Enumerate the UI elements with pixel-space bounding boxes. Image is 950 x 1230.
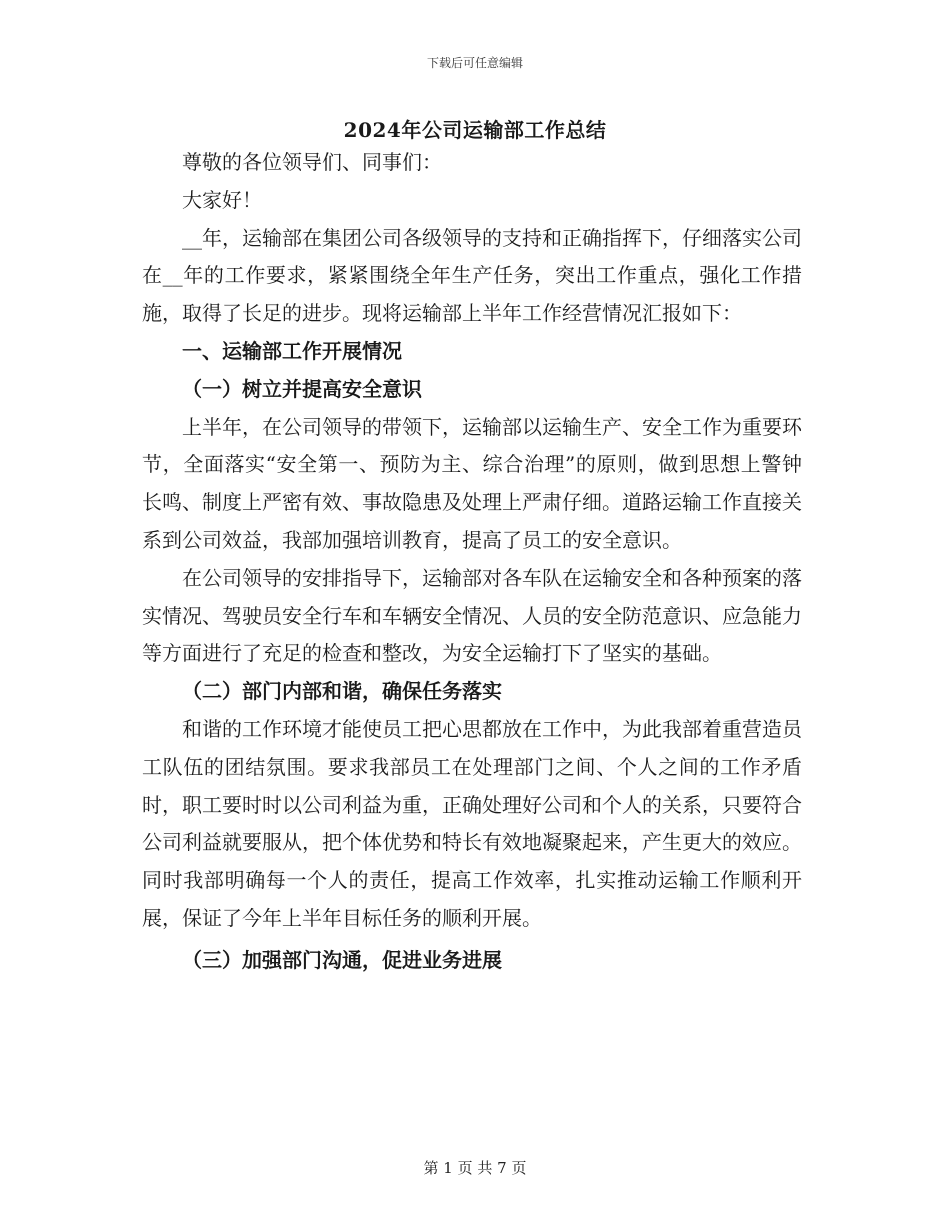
intro-paragraph: __年，运输部在集团公司各级领导的支持和正确指挥下，仔细落实公司在__年的工作要求，紧紧围绕全年生产任务，突出工作重点，强化工作措施，取得了长足的进步。现将运输部上半年工作经营情况汇报如下： xyxy=(142,225,802,326)
subsection-heading-3: （三）加强部门沟通，促进业务进展 xyxy=(182,947,502,972)
document-body xyxy=(142,144,802,980)
greeting: 大家好！ xyxy=(182,187,262,212)
subsection-heading-1: （一）树立并提高安全意识 xyxy=(182,376,422,401)
paragraph: 在公司领导的安排指导下，运输部对各车队在运输安全和各种预案的落实情况、驾驶员安全行车和车辆安全情况、人员的安全防范意识、应急能力等方面进行了充足的检查和整改，为安全运输打下了坚实的基础。 xyxy=(142,565,802,666)
document-title: 2024年公司运输部工作总结 xyxy=(343,118,607,142)
section-heading-1: 一、运输部工作开展情况 xyxy=(182,338,402,363)
header-note: 下载后可任意编辑 xyxy=(426,56,523,70)
paragraph: 和谐的工作环境才能使员工把心思都放在工作中，为此我部着重营造员工队伍的团结氛围。要求我部员工在处理部门之间、个人之间的工作矛盾时，职工要时时以公司利益为重，正确处理好公司和个人的关系，只要符合公司利益就要服从，把个体优势和特长有效地凝聚起来，产生更大的效应。同时我部明确每一个人的责任，提高工作效率，扎实推动运输工作顺利开展，保证了今年上半年目标任务的顺利开展。 xyxy=(142,716,802,930)
salutation: 尊敬的各位领导们、同事们： xyxy=(182,150,442,174)
paragraph: 上半年，在公司领导的带领下，运输部以运输生产、安全工作为重要环节，全面落实“安全第一、预防为主、综合治理”的原则，做到思想上警钟长鸣、制度上严密有效、事故隐患及处理上严肃仔细。道路运输工作直接关系到公司效益，我部加强培训教育，提高了员工的安全意识。 xyxy=(142,414,802,552)
page-footer: 第 1 页 共 7 页 xyxy=(423,1159,527,1177)
subsection-heading-2: （二）部门内部和谐，确保任务落实 xyxy=(182,679,502,704)
